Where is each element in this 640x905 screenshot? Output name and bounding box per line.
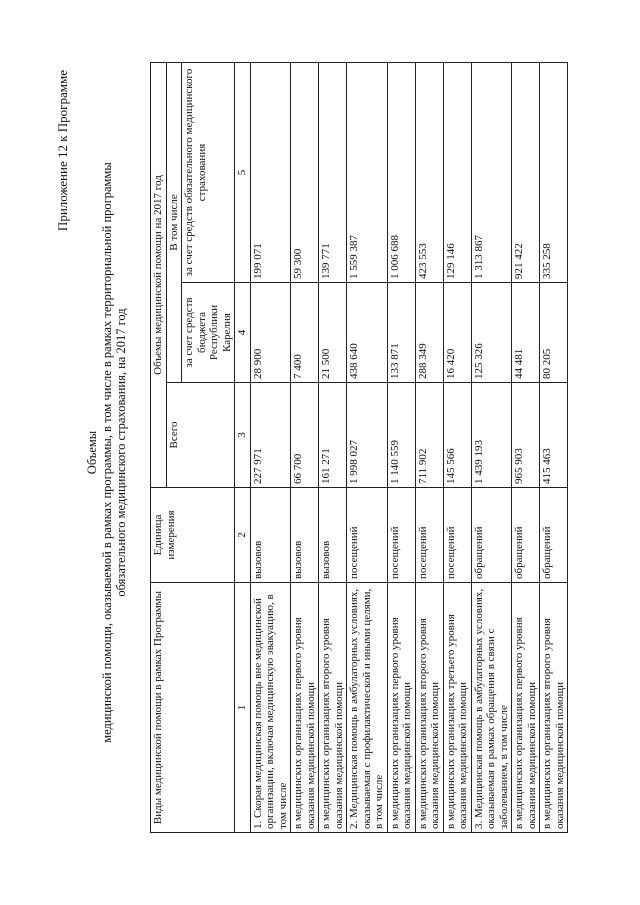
cell-oms: 1 006 688 xyxy=(387,63,415,283)
appendix-label: Приложение 12 к Программе xyxy=(55,70,70,232)
table-row xyxy=(387,63,415,833)
column-index: 4 xyxy=(235,283,251,383)
cell-oms: 199 071 xyxy=(250,63,291,283)
header-group: Объемы медицинской помощи на 2017 год xyxy=(151,63,167,488)
cell-unit: обращений xyxy=(471,488,512,583)
cell-oms: 921 422 xyxy=(512,63,540,283)
cell-budget: 80 205 xyxy=(540,283,568,383)
cell-unit: обращений xyxy=(512,488,540,583)
cell-total: 965 903 xyxy=(512,383,540,488)
cell-oms: 1 559 387 xyxy=(347,63,388,283)
cell-type: 2. Медицинская помощь в амбулаторных условиях, оказываемая с профилактической и иными целями, в том числе xyxy=(347,583,388,833)
cell-oms: 129 146 xyxy=(443,63,471,283)
cell-type: 3. Медицинская помощь в амбулаторных условиях, оказываемая в рамках обращения в связи с заболеванием, в том числе xyxy=(471,583,512,833)
header-budget: за счет средств бюджета Республики Карелия xyxy=(182,283,235,383)
cell-unit: посещений xyxy=(443,488,471,583)
cell-type: 1. Скорая медицинская помощь вне медицинской организации, включая медицинскую эвакуацию, в том числе xyxy=(250,583,291,833)
cell-total: 1 998 027 xyxy=(347,383,388,488)
cell-budget: 288 349 xyxy=(415,283,443,383)
cell-type: в медицинских организациях третьего уровня оказания медицинской помощи xyxy=(443,583,471,833)
cell-unit: посещений xyxy=(415,488,443,583)
cell-total: 1 439 193 xyxy=(471,383,512,488)
table-row xyxy=(250,63,291,833)
cell-type: в медицинских организациях второго уровня оказания медицинской помощи xyxy=(319,583,347,833)
cell-total: 227 971 xyxy=(250,383,291,488)
cell-oms: 1 313 867 xyxy=(471,63,512,283)
table-row xyxy=(291,63,319,833)
cell-budget: 438 640 xyxy=(347,283,388,383)
table-row xyxy=(319,63,347,833)
cell-unit: вызовов xyxy=(250,488,291,583)
header-type: Виды медицинской помощи в рамках Программы xyxy=(151,583,235,833)
cell-budget: 21 500 xyxy=(319,283,347,383)
column-index-row xyxy=(235,63,251,833)
cell-type: в медицинских организациях первого уровня оказания медицинской помощи xyxy=(291,583,319,833)
cell-budget: 133 871 xyxy=(387,283,415,383)
cell-total: 415 463 xyxy=(540,383,568,488)
cell-total: 1 140 559 xyxy=(387,383,415,488)
cell-unit: вызовов xyxy=(291,488,319,583)
header-total: Всего xyxy=(166,383,235,488)
cell-oms: 59 300 xyxy=(291,63,319,283)
volumes-table xyxy=(150,62,568,833)
cell-unit: посещений xyxy=(347,488,388,583)
cell-type: в медицинских организациях второго уровня оказания медицинской помощи xyxy=(415,583,443,833)
cell-total: 66 700 xyxy=(291,383,319,488)
cell-budget: 44 481 xyxy=(512,283,540,383)
cell-type: в медицинских организациях первого уровня оказания медицинской помощи xyxy=(387,583,415,833)
cell-unit: посещений xyxy=(387,488,415,583)
title-line-2: медицинской помощи, оказываемой в рамках программы, в том числе в рамках территориальной программы xyxy=(99,162,114,743)
cell-budget: 7 400 xyxy=(291,283,319,383)
cell-oms: 423 553 xyxy=(415,63,443,283)
table-row xyxy=(512,63,540,833)
column-index: 3 xyxy=(235,383,251,488)
cell-total: 145 566 xyxy=(443,383,471,488)
column-index: 2 xyxy=(235,488,251,583)
cell-oms: 335 258 xyxy=(540,63,568,283)
cell-unit: обращений xyxy=(540,488,568,583)
column-index: 1 xyxy=(235,583,251,833)
table-row xyxy=(443,63,471,833)
column-index: 5 xyxy=(235,63,251,283)
table-row xyxy=(540,63,568,833)
cell-total: 711 902 xyxy=(415,383,443,488)
title-line-1: Объемы xyxy=(85,430,99,475)
document-title xyxy=(85,130,129,775)
header-unit: Единица измерения xyxy=(151,488,235,583)
cell-total: 161 271 xyxy=(319,383,347,488)
cell-type: в медицинских организациях второго уровня оказания медицинской помощи xyxy=(540,583,568,833)
header-oms: за счет средств обязательного медицинского страхования xyxy=(182,63,235,283)
cell-budget: 16 420 xyxy=(443,283,471,383)
cell-type: в медицинских организациях первого уровня оказания медицинской помощи xyxy=(512,583,540,833)
cell-unit: вызовов xyxy=(319,488,347,583)
title-line-3: обязательного медицинского страхования, на 2017 год xyxy=(114,308,128,597)
cell-budget: 28 900 xyxy=(250,283,291,383)
table-row xyxy=(347,63,388,833)
cell-budget: 125 326 xyxy=(471,283,512,383)
cell-oms: 139 771 xyxy=(319,63,347,283)
table-row xyxy=(415,63,443,833)
header-incl: В том числе xyxy=(166,63,182,383)
table-row xyxy=(471,63,512,833)
